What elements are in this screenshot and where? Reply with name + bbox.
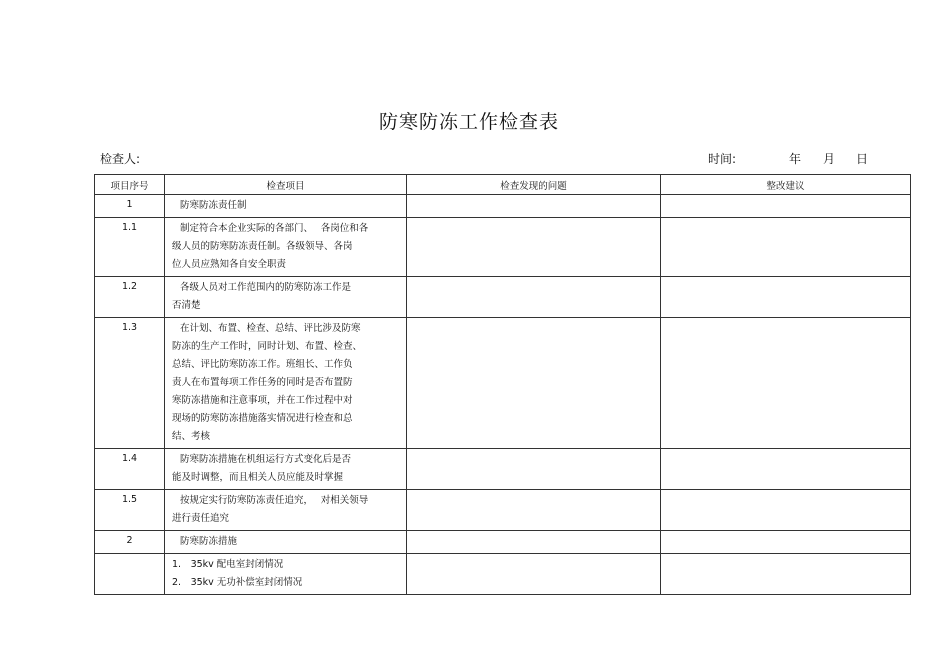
check-item-line: 防寒防冻责任制 <box>180 200 247 211</box>
check-item-line: 现场的防寒防冻措施落实情况进行检查和总 <box>172 413 353 424</box>
check-item-line: 各级人员对工作范围内的防寒防冻工作是 <box>180 282 352 293</box>
inspector-label: 检查人: <box>100 152 141 166</box>
check-item-line: 级人员的防寒防冻责任制。各级领导、各岗 <box>172 241 353 252</box>
table-row <box>95 531 911 554</box>
suggestions-cell[interactable] <box>661 531 911 554</box>
suggestions-cell[interactable] <box>661 490 911 531</box>
row-number: 2 <box>95 531 165 554</box>
problems-cell[interactable] <box>407 531 661 554</box>
table-row <box>95 449 911 490</box>
check-item <box>165 554 407 595</box>
row-number: 1.1 <box>95 218 165 277</box>
check-item <box>165 490 407 531</box>
check-item <box>165 449 407 490</box>
problems-cell[interactable] <box>407 449 661 490</box>
check-item-line: 2. 35kv 无功补偿室封闭情况 <box>172 577 303 588</box>
check-item-line: 寒防冻措施和注意事项，并在工作过程中对 <box>172 395 353 406</box>
row-number: 1.4 <box>95 449 165 490</box>
check-item-line: 结、考核 <box>172 431 211 442</box>
table-row <box>95 318 911 449</box>
check-item-line: 进行责任追究 <box>172 513 230 524</box>
check-item-line: 防寒防冻措施在机组运行方式变化后是否 <box>180 454 352 465</box>
problems-cell[interactable] <box>407 218 661 277</box>
problems-cell[interactable] <box>407 277 661 318</box>
check-item-line: 责人在布置每项工作任务的同时是否布置防 <box>172 377 353 388</box>
page-title: 防寒防冻工作检查表 <box>378 111 559 133</box>
check-item-line: 1. 35kv 配电室封闭情况 <box>172 559 284 570</box>
check-item <box>165 277 407 318</box>
table-row <box>95 218 911 277</box>
suggestions-cell[interactable] <box>661 318 911 449</box>
problems-cell[interactable] <box>407 490 661 531</box>
check-item-line: 防寒防冻措施 <box>180 536 238 547</box>
table-header-row <box>95 175 911 195</box>
month-label: 月 <box>823 152 836 166</box>
check-item-line: 否清楚 <box>172 300 201 311</box>
col-header-problems: 检查发现的问题 <box>407 175 661 195</box>
table-row <box>95 554 911 595</box>
check-item <box>165 318 407 449</box>
year-label: 年 <box>789 152 802 166</box>
check-item-line: 按规定实行防寒防冻责任追究， 对相关领导 <box>180 495 369 506</box>
check-item-line: 制定符合本企业实际的各部门、 各岗位和各 <box>180 223 369 234</box>
time-label: 时间: <box>708 152 737 166</box>
col-header-item: 检查项目 <box>165 175 407 195</box>
suggestions-cell[interactable] <box>661 218 911 277</box>
row-number: 1.2 <box>95 277 165 318</box>
check-item <box>165 531 407 554</box>
table-row <box>95 490 911 531</box>
problems-cell[interactable] <box>407 554 661 595</box>
table-row <box>95 195 911 218</box>
row-number: 1.3 <box>95 318 165 449</box>
row-number: 1.5 <box>95 490 165 531</box>
check-item <box>165 218 407 277</box>
col-header-number: 项目序号 <box>95 175 165 195</box>
check-item <box>165 195 407 218</box>
suggestions-cell[interactable] <box>661 449 911 490</box>
day-label: 日 <box>856 152 869 166</box>
row-number: 1 <box>95 195 165 218</box>
row-number <box>95 554 165 595</box>
check-item-line: 位人员应熟知各自安全职责 <box>172 259 287 270</box>
check-item-line: 在计划、布置、检查、总结、评比涉及防寒 <box>180 323 361 334</box>
problems-cell[interactable] <box>407 195 661 218</box>
suggestions-cell[interactable] <box>661 554 911 595</box>
suggestions-cell[interactable] <box>661 195 911 218</box>
inspection-table <box>94 174 911 595</box>
check-item-line: 总结、评比防寒防冻工作。班组长、工作负 <box>172 359 353 370</box>
suggestions-cell[interactable] <box>661 277 911 318</box>
table-row <box>95 277 911 318</box>
problems-cell[interactable] <box>407 318 661 449</box>
col-header-suggestions: 整改建议 <box>661 175 911 195</box>
check-item-line: 能及时调整，而且相关人员应能及时掌握 <box>172 472 344 483</box>
check-item-line: 防冻的生产工作时，同时计划、布置、检查、 <box>172 341 363 352</box>
